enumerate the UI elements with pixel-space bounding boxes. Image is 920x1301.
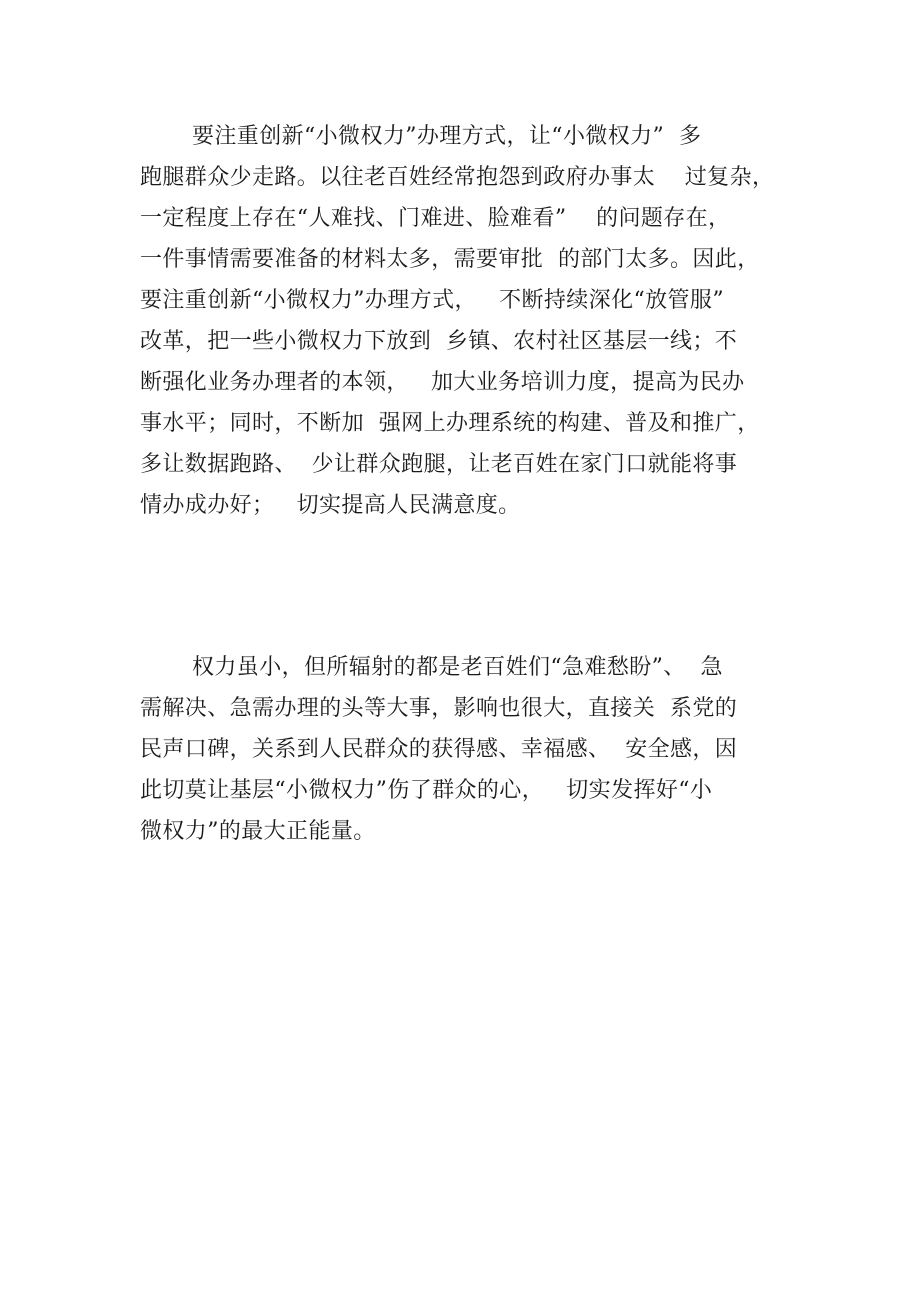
paragraph-line: 民声口碑，关系到人民群众的获得感、幸福感、 安全感，因 [140, 737, 738, 762]
paragraph-line: 断强化业务办理者的本领， 加大业务培训力度，提高为民办 [140, 370, 745, 395]
paragraph-line: 权力虽小，但所辐射的都是老百姓们“急难愁盼”、 急 [192, 655, 723, 680]
paragraph-line: 情办成办好； 切实提高人民满意度。 [140, 493, 521, 518]
paragraph-2 [140, 647, 800, 852]
paragraph-line: 跑腿群众少走路。以往老百姓经常抱怨到政府办事太 过复杂， [140, 165, 775, 190]
paragraph-line: 需解决、急需办理的头等大事，影响也很大，直接关 系党的 [140, 696, 738, 721]
paragraph-line: 要注重创新“小微权力”办理方式， 不断持续深化“放管服” [140, 288, 724, 313]
paragraph-line: 一定程度上存在“人难找、门难进、脸难看” 的问题存在， [140, 206, 731, 231]
paragraph-line: 微权力”的最大正能量。 [140, 819, 376, 844]
paragraph-line: 此切莫让基层“小微权力”伤了群众的心， 切实发挥好“小 [140, 778, 713, 803]
paragraph-line: 多让数据跑路、 少让群众跑腿，让老百姓在家门口就能将事 [140, 452, 738, 477]
paragraph-line: 改革，把一些小微权力下放到 乡镇、农村社区基层一线；不 [140, 329, 738, 354]
paragraph-line: 事水平；同时，不断加 强网上办理系统的构建、普及和推广， [140, 411, 760, 436]
paragraph-line: 一件事情需要准备的材料太多，需要审批 的部门太多。因此， [140, 247, 760, 272]
paragraph-1 [140, 116, 800, 526]
paragraph-line: 要注重创新“小微权力”办理方式，让“小微权力” 多 [192, 124, 702, 149]
